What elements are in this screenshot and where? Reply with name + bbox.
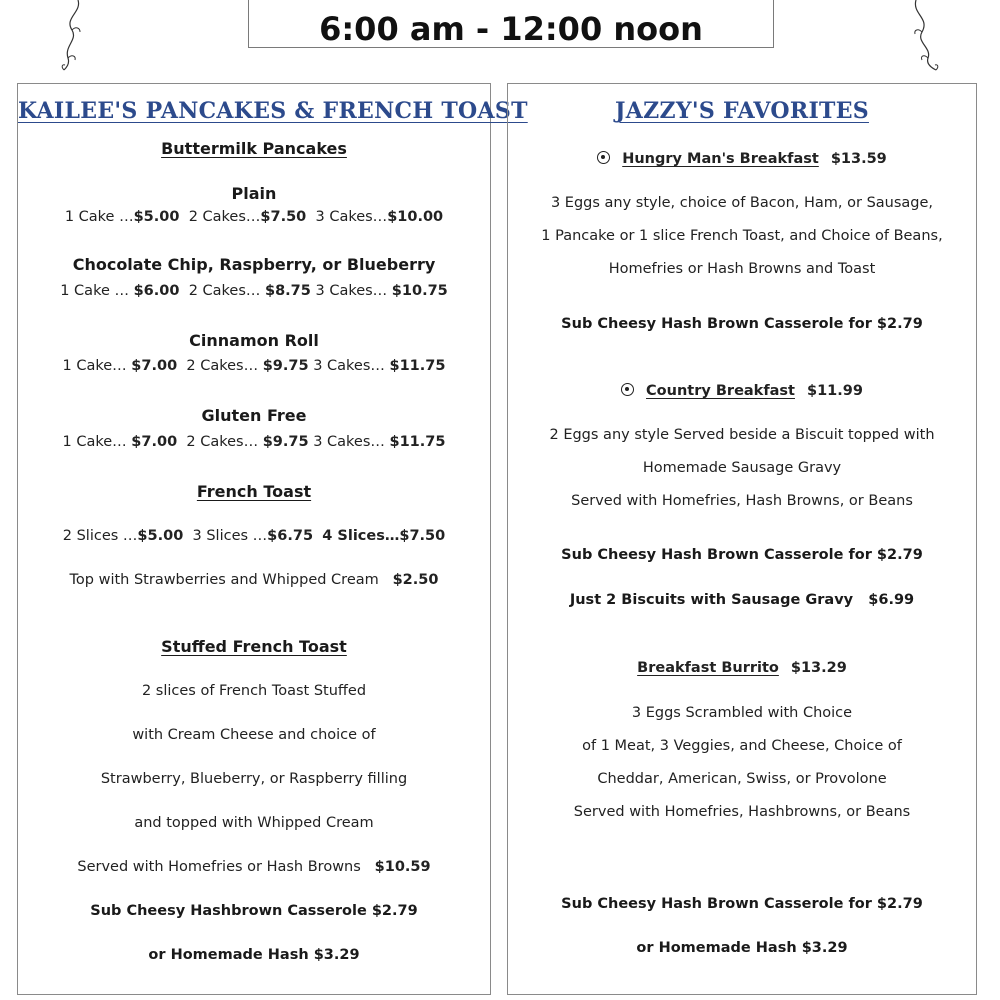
chocolate-chip-pancakes-name: Chocolate Chip, Raspberry, or Blueberry [72, 255, 436, 274]
hungry-man-description-line: Homefries or Hash Browns and Toast [608, 261, 876, 277]
panel-title-jazzys: JAZZY'S FAVORITES [615, 98, 869, 124]
stuffed-served-with-line: Served with Homefries or Hash Browns $10.59 [77, 859, 431, 875]
plain-pancakes-prices: 1 Cake …$5.00 2 Cakes…$7.50 3 Cakes…$10.00 [64, 209, 444, 225]
burrito-description-line: of 1 Meat, 3 Veggies, and Cheese, Choice of [582, 738, 902, 754]
burrito-description-line: Cheddar, American, Swiss, or Provolone [597, 771, 887, 787]
stuffed-french-toast-heading: Stuffed French Toast [161, 637, 347, 656]
left-vine-ornament [58, 0, 88, 72]
country-description-line: Served with Homefries, Hash Browns, or Beans [571, 493, 913, 509]
topping-line: Top with Strawberries and Whipped Cream $2.50 [69, 572, 439, 588]
hours-text: 6:00 am - 12:00 noon [319, 10, 703, 48]
gluten-free-pancakes-name: Gluten Free [201, 406, 307, 425]
burrito-sub-casserole: Sub Cheesy Hash Brown Casserole for $2.79 [561, 896, 923, 912]
swirl-bullet-icon [621, 383, 634, 396]
cinnamon-roll-pancakes-prices: 1 Cake… $7.00 2 Cakes… $9.75 3 Cakes… $11.75 [62, 358, 446, 374]
chocolate-chip-pancakes-prices: 1 Cake … $6.00 2 Cakes… $8.75 3 Cakes… $10.75 [60, 283, 448, 299]
french-toast-heading: French Toast [196, 482, 312, 501]
buttermilk-heading: Buttermilk Pancakes [161, 139, 347, 158]
gluten-free-pancakes-prices: 1 Cake… $7.00 2 Cakes… $9.75 3 Cakes… $11.75 [62, 434, 446, 450]
french-toast-prices: 2 Slices …$5.00 3 Slices …$6.75 4 Slices…$7.50 [62, 528, 446, 544]
breakfast-burrito-heading: Breakfast Burrito $13.29 [637, 660, 847, 676]
panel-title-kailees: KAILEE'S PANCAKES & FRENCH TOAST [18, 98, 528, 124]
homemade-hash-line: or Homemade Hash $3.29 [148, 947, 360, 963]
sub-casserole-line: Sub Cheesy Hashbrown Casserole $2.79 [90, 903, 418, 919]
jazzys-favorites-panel [507, 83, 977, 995]
hungry-man-description-line: 3 Eggs any style, choice of Bacon, Ham, or Sausage, [550, 195, 934, 211]
swirl-bullet-icon [597, 151, 610, 164]
stuffed-description-line: and topped with Whipped Cream [134, 815, 374, 831]
country-description-line: 2 Eggs any style Served beside a Biscuit topped with [549, 427, 935, 443]
country-description-line: Homemade Sausage Gravy [642, 460, 842, 476]
country-breakfast-heading: Country Breakfast $11.99 [508, 383, 976, 399]
stuffed-description-line: 2 slices of French Toast Stuffed [141, 683, 367, 699]
hungry-man-breakfast-heading: Hungry Man's Breakfast $13.59 [508, 151, 976, 167]
hungry-man-sub-casserole: Sub Cheesy Hash Brown Casserole for $2.79 [561, 316, 923, 332]
biscuits-gravy-line: Just 2 Biscuits with Sausage Gravy $6.99 [569, 592, 915, 608]
country-sub-casserole: Sub Cheesy Hash Brown Casserole for $2.79 [561, 547, 923, 563]
stuffed-description-line: with Cream Cheese and choice of [132, 727, 376, 743]
cinnamon-roll-pancakes-name: Cinnamon Roll [189, 331, 319, 350]
right-vine-ornament [908, 0, 942, 72]
hours-banner [248, 0, 774, 48]
burrito-homemade-hash: or Homemade Hash $3.29 [636, 940, 848, 956]
pancakes-french-toast-panel [17, 83, 528, 995]
plain-pancakes-name: Plain [231, 184, 277, 203]
burrito-description-line: 3 Eggs Scrambled with Choice [631, 705, 853, 721]
stuffed-description-line: Strawberry, Blueberry, or Raspberry filling [100, 771, 408, 787]
hungry-man-description-line: 1 Pancake or 1 slice French Toast, and Choice of Beans, [541, 228, 943, 244]
burrito-description-line: Served with Homefries, Hashbrowns, or Beans [573, 804, 911, 820]
